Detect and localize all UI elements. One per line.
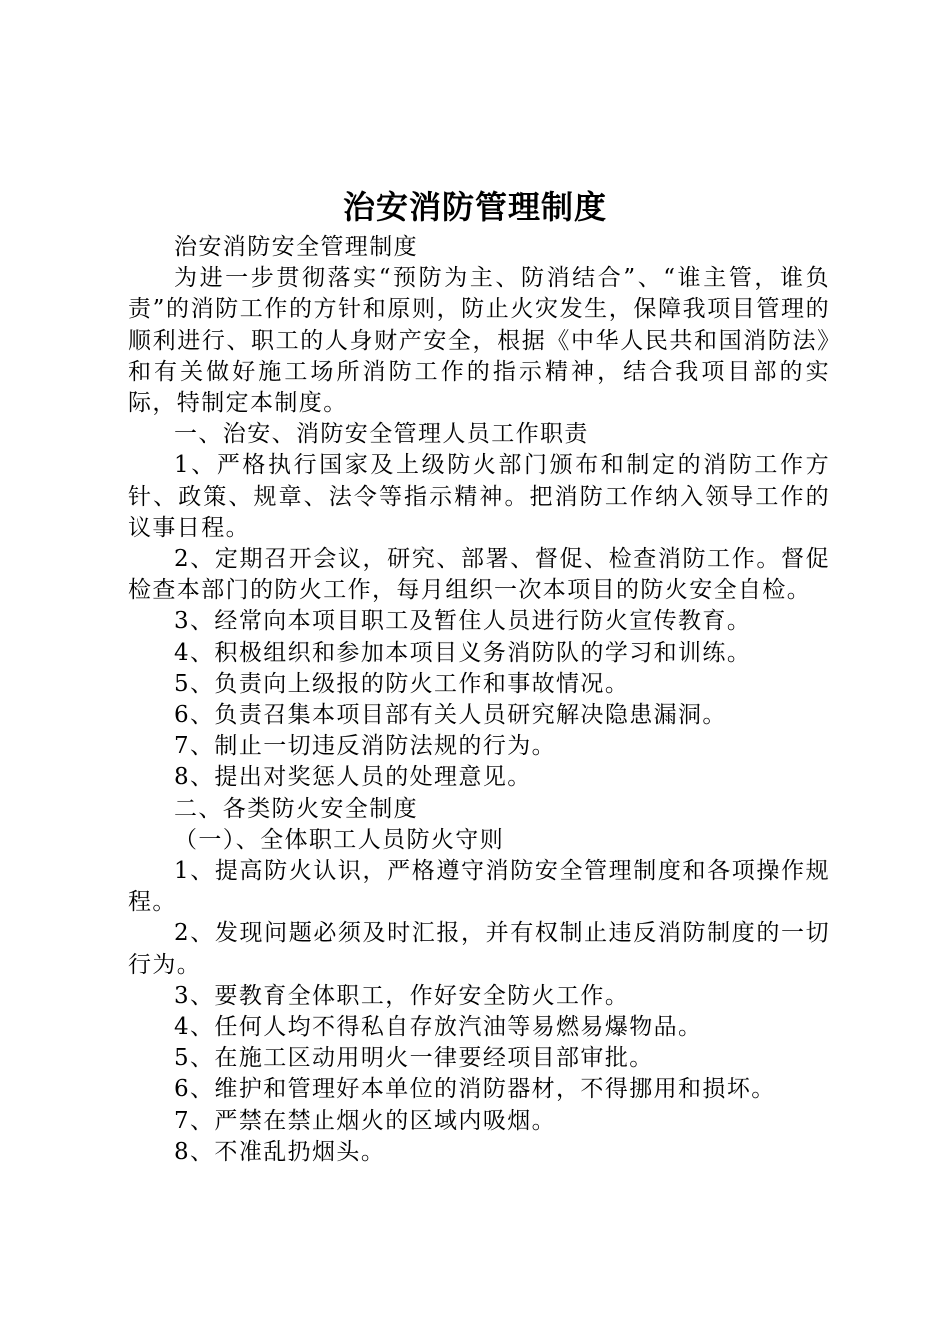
subsection-heading-1: （一）、全体职工人员防火守则: [174, 826, 505, 853]
section-heading-1: 一、治安、消防安全管理人员工作职责: [174, 421, 589, 448]
duty-item-4: 4、积极组织和参加本项目义务消防队的学习和训练。: [174, 639, 752, 666]
rule-item-3: 3、要教育全体职工，作好安全防火工作。: [174, 982, 630, 1009]
section-heading-2: 二、各类防火安全制度: [174, 795, 418, 822]
rule-item-8: 8、不准乱扔烟头。: [174, 1138, 386, 1165]
duty-item-2: 2、定期召开会议，研究、部署、督促、检查消防工作。督促检查本部门的防火工作，每月组织一次本项目的防火安全自检。: [128, 546, 830, 604]
rule-item-2: 2、发现问题必须及时汇报，并有权制止违反消防制度的一切行为。: [128, 920, 830, 978]
rule-item-4: 4、任何人均不得私自存放汽油等易燃易爆物品。: [174, 1014, 703, 1041]
rule-item-1: 1、提高防火认识，严格遵守消防安全管理制度和各项操作规程。: [128, 858, 830, 916]
document-title: 治安消防管理制度: [342, 188, 607, 226]
duty-item-7: 7、制止一切违反消防法规的行为。: [174, 733, 557, 760]
duty-item-3: 3、经常向本项目职工及暂住人员进行防火宣传教育。: [174, 608, 752, 635]
rule-item-5: 5、在施工区动用明火一律要经项目部审批。: [174, 1045, 654, 1072]
duty-item-5: 5、负责向上级报的防火工作和事故情况。: [174, 670, 630, 697]
rule-item-6: 6、维护和管理好本单位的消防器材，不得挪用和损坏。: [174, 1076, 776, 1103]
rule-item-7: 7、严禁在禁止烟火的区域内吸烟。: [174, 1107, 557, 1134]
duty-item-1: 1、严格执行国家及上级防火部门颁布和制定的消防工作方针、政策、规章、法令等指示精神。把消防工作纳入领导工作的议事日程。: [128, 452, 830, 541]
document-body: [128, 232, 830, 1168]
intro-paragraph: 为进一步贯彻落实“预防为主、防消结合”、“谁主管，谁负责”的消防工作的方针和原则，防止火灾发生，保障我项目管理的顺利进行、职工的人身财产安全，根据《中华人民共和国消防法》和有关做好施工场所消防工作的指示精神，结合我项目部的实际，特制定本制度。: [128, 265, 830, 417]
duty-item-6: 6、负责召集本项目部有关人员研究解决隐患漏洞。: [174, 702, 727, 729]
subtitle-paragraph: 治安消防安全管理制度: [174, 234, 418, 260]
duty-item-8: 8、提出对奖惩人员的处理意见。: [174, 764, 532, 791]
